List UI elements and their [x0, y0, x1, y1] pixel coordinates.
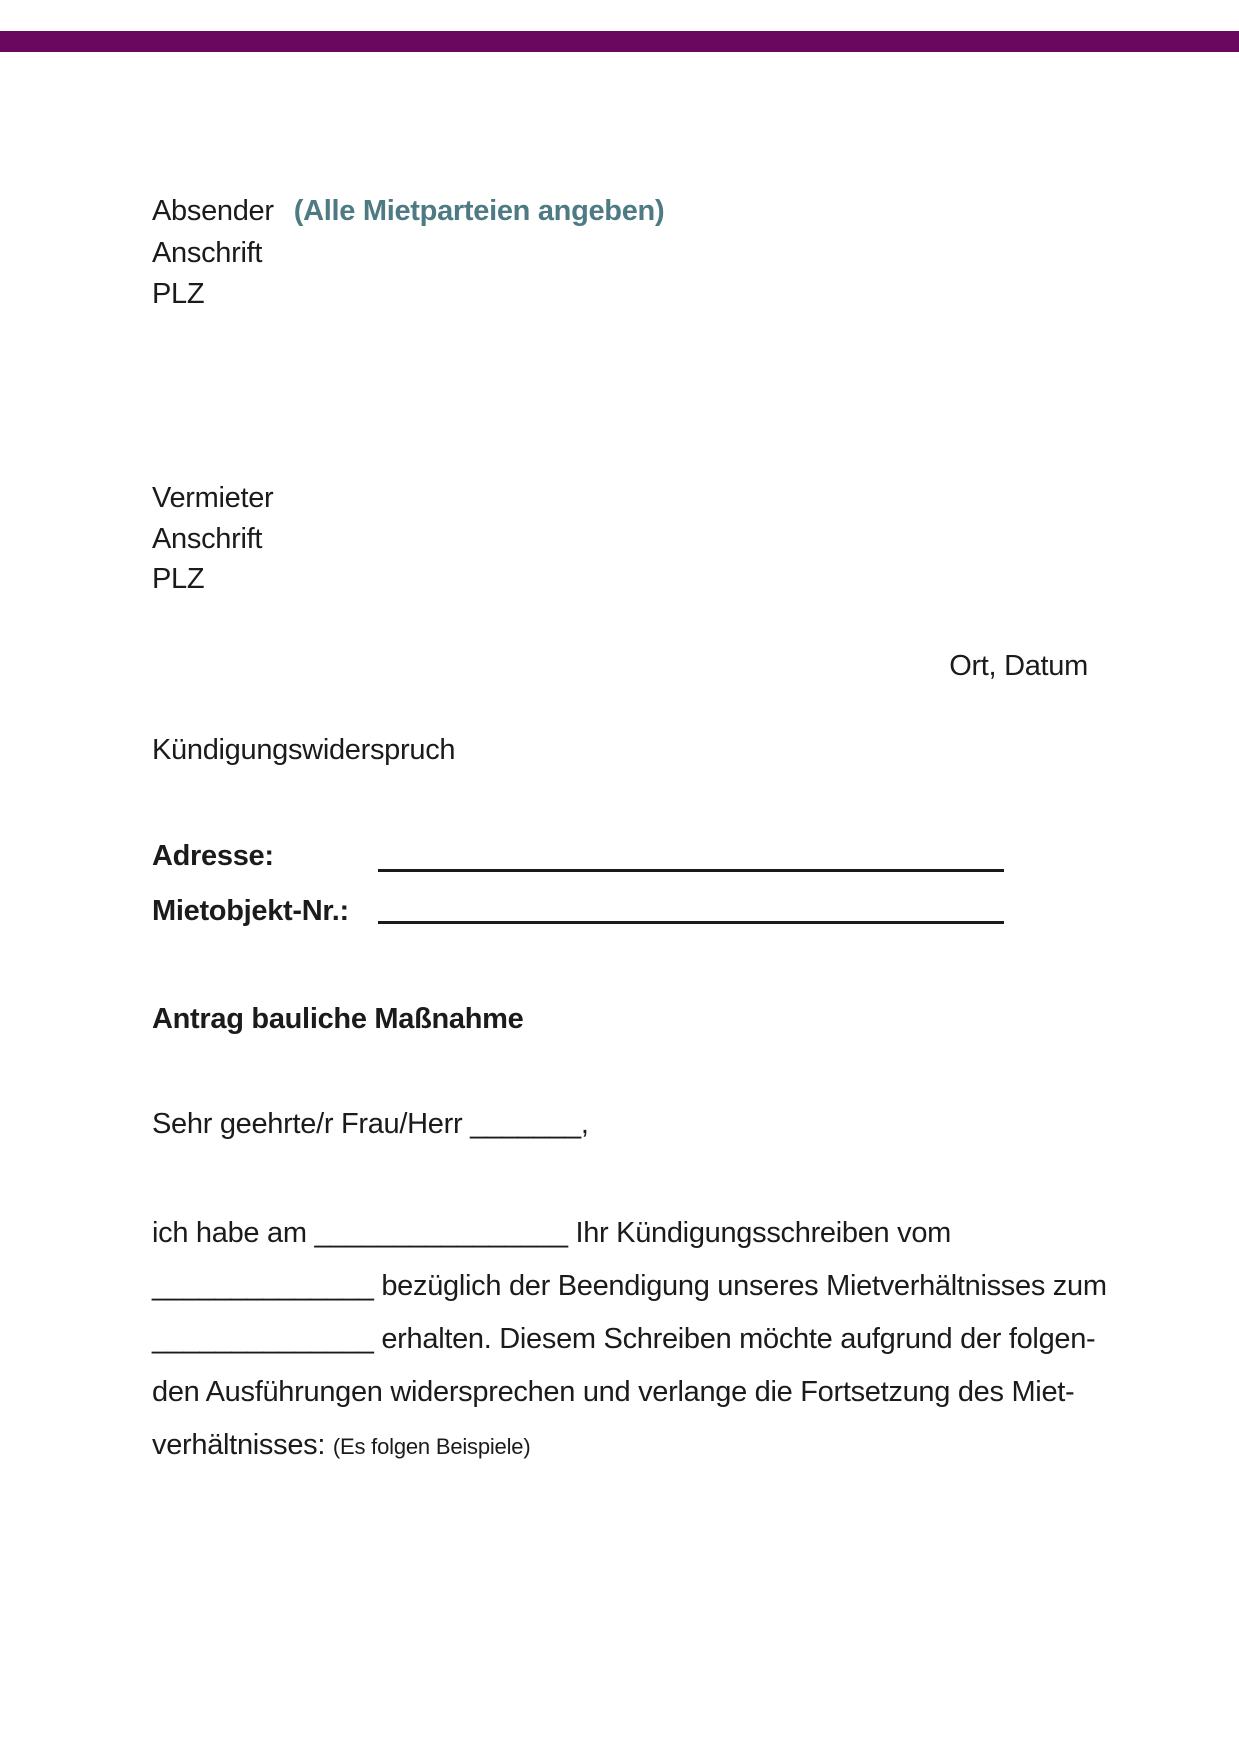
subject-line: Kündigungswiderspruch: [152, 734, 456, 766]
field-label-adresse: Adresse:: [152, 840, 274, 872]
sender-hint: (Alle Mietparteien angeben): [293, 195, 665, 227]
body-line-5-text: verhältnisses:: [152, 1429, 326, 1461]
body-line-3: ______________ erhalten. Diesem Schreiben möchte aufgrund der folgen-: [152, 1323, 1096, 1355]
sender-address-label: Anschrift: [152, 237, 263, 269]
body-line-2: ______________ bezüglich der Beendigung unseres Mietverhältnisses zum: [152, 1270, 1107, 1302]
landlord-label: Vermieter: [152, 482, 274, 514]
sender-label: Absender: [152, 195, 274, 227]
field-label-mietobjekt-nr: Mietobjekt-Nr.:: [152, 895, 349, 927]
body-line-4: den Ausführungen widersprechen und verlange die Fortsetzung des Miet-: [152, 1376, 1075, 1408]
landlord-zip-label: PLZ: [152, 563, 205, 595]
body-line-5: [152, 1428, 530, 1463]
field-blank-mietobjekt-nr: [378, 921, 1004, 924]
sender-line: [152, 194, 664, 229]
request-heading: Antrag bauliche Maßnahme: [152, 1003, 524, 1035]
place-date-label: Ort, Datum: [949, 650, 1088, 682]
landlord-address-label: Anschrift: [152, 523, 263, 555]
header-accent-bar: [0, 31, 1239, 52]
sender-zip-label: PLZ: [152, 278, 205, 310]
salutation-line: Sehr geehrte/r Frau/Herr _______,: [152, 1108, 589, 1140]
body-line-1: ich habe am ________________ Ihr Kündigungsschreiben vom: [152, 1217, 952, 1249]
field-blank-adresse: [378, 869, 1004, 872]
examples-note: (Es folgen Beispiele): [332, 1434, 531, 1459]
